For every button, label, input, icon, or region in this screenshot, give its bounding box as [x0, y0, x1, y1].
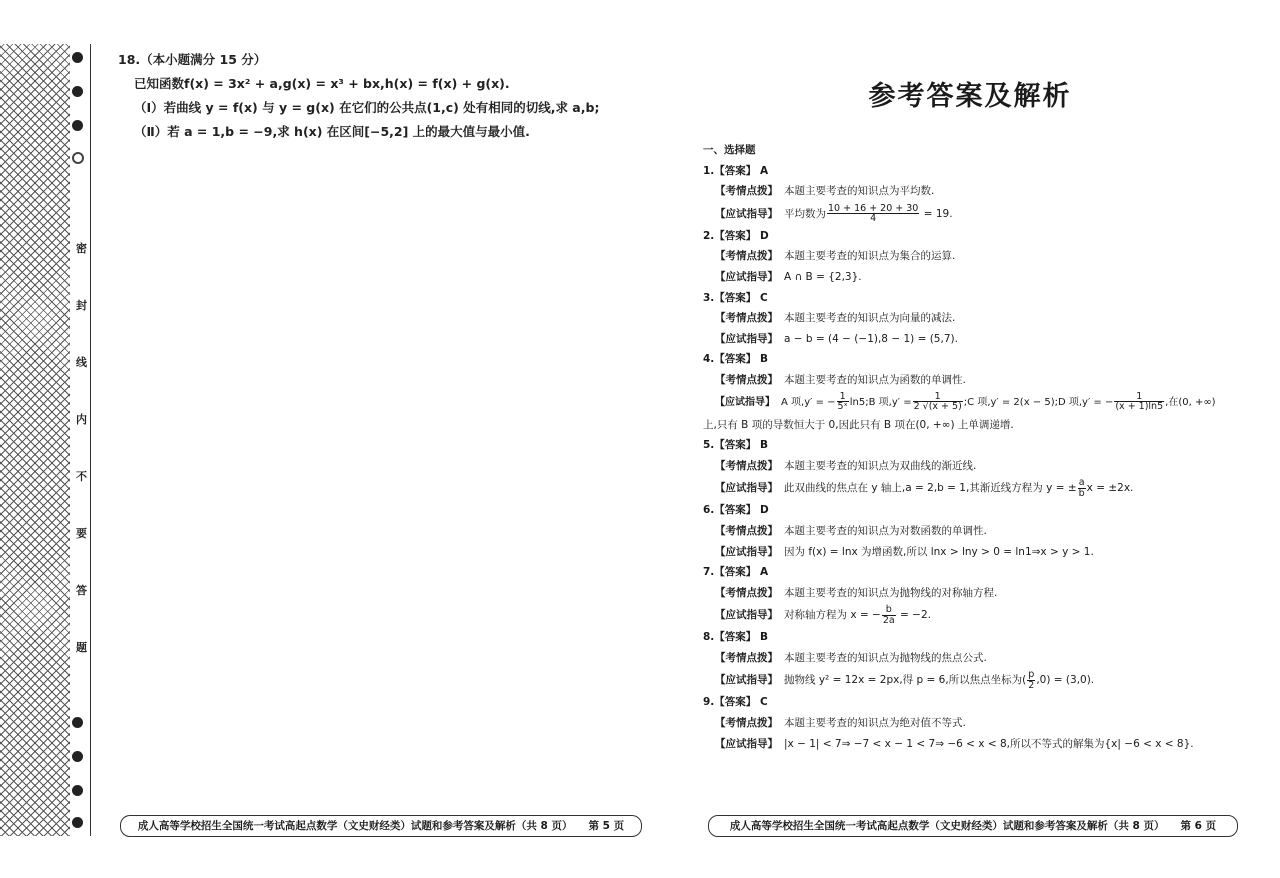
page-footer-left [120, 815, 642, 837]
fraction-numerator: p [1028, 669, 1035, 681]
fraction-denominator: 2a [882, 614, 895, 626]
point-tag: 【考情点拨】 [715, 524, 778, 537]
guide-continuation: 上,只有 B 项的导数恒大于 0,因此只有 B 项在(0, +∞) 上单调递增. [703, 418, 1014, 431]
fraction [913, 392, 963, 412]
fraction [1114, 392, 1164, 412]
guide-text: |x − 1| < 7⇒ −7 < x − 1 < 7⇒ −6 < x < 8,所以不等式的解集为{x| −6 < x < 8}. [784, 737, 1194, 750]
seal-char: 题 [76, 641, 87, 654]
binding-edge-line [90, 44, 91, 836]
fraction-denominator: (x + 1)ln5 [1115, 401, 1164, 413]
guide-tag: 【应试指导】 [715, 270, 778, 283]
answer-line: 6.【答案】 D [703, 504, 769, 517]
binding-hole [72, 86, 83, 97]
guide-tag: 【应试指导】 [715, 332, 778, 345]
page-title: 参考答案及解析 [868, 81, 1072, 112]
point-line [703, 583, 1248, 604]
page-footer-right [708, 815, 1238, 837]
problem-line: （Ⅰ）若曲线 y = f(x) 与 y = g(x) 在它们的公共点(1,c) 处有相同的切线,求 a,b; [134, 100, 600, 115]
fraction [882, 605, 896, 625]
point-text: 本题主要考查的知识点为平均数. [784, 185, 935, 198]
binding-hole [72, 817, 83, 828]
point-line [703, 648, 1248, 669]
fraction-denominator: b [1078, 487, 1085, 499]
answer-section [703, 140, 1248, 754]
guide-tag: 【应试指导】 [715, 609, 778, 622]
fraction-numerator: 10 + 16 + 20 + 30 [828, 202, 919, 214]
footer-text: 成人高等学校招生全国统一考试高起点数学（文史财经类）试题和参考答案及解析（共 8 页） [729, 820, 1165, 832]
fraction-denominator: 5ˣ [837, 401, 848, 413]
guide-text: 对称轴方程为 x = − [784, 609, 881, 622]
guide-text: ln5;B 项,y′ = [849, 396, 912, 408]
answer-line: 7.【答案】 A [703, 566, 769, 579]
binding-hatch-strip [0, 44, 70, 836]
page-number: 第 6 页 [1180, 820, 1217, 832]
guide-text: a − b = (4 − (−1),8 − 1) = (5,7). [784, 332, 958, 345]
problem-header: 18.（本小题满分 15 分） [118, 52, 267, 67]
binding-hole [72, 152, 84, 164]
guide-line [703, 202, 1248, 226]
fraction [1078, 478, 1086, 498]
binding-hole [72, 751, 83, 762]
fraction-denominator: 2 [1028, 679, 1035, 691]
fraction-denominator: 2 √(x + 5) [913, 401, 962, 413]
guide-line [703, 603, 1248, 627]
guide-text: ,在(0, +∞) [1165, 396, 1216, 408]
guide-line [703, 668, 1248, 692]
seal-char: 答 [76, 584, 87, 597]
point-line [703, 308, 1248, 329]
answer-line: 4.【答案】 B [703, 353, 768, 366]
point-text: 本题主要考查的知识点为集合的运算. [784, 250, 956, 263]
fraction [837, 392, 849, 412]
guide-tag: 【应试指导】 [715, 737, 778, 750]
point-tag: 【考情点拨】 [715, 459, 778, 472]
guide-line [703, 734, 1248, 755]
guide-text: 平均数为 [784, 207, 826, 220]
page-number: 第 5 页 [588, 820, 625, 832]
answer-line: 5.【答案】 B [703, 439, 768, 452]
problem-line: 已知函数f(x) = 3x² + a,g(x) = x³ + bx,h(x) = f(x) + g(x). [134, 76, 510, 91]
point-line [703, 456, 1248, 477]
seal-char: 内 [76, 413, 87, 426]
fraction [1027, 670, 1035, 690]
answer-line: 9.【答案】 C [703, 696, 768, 709]
point-text: 本题主要考查的知识点为绝对值不等式. [784, 717, 966, 730]
point-text: 本题主要考查的知识点为抛物线的焦点公式. [784, 651, 987, 664]
guide-text: 此双曲线的焦点在 y 轴上,a = 2,b = 1,其渐近线方程为 y = ± [784, 482, 1077, 495]
point-tag: 【考情点拨】 [715, 250, 778, 263]
fraction-numerator: b [882, 605, 896, 616]
footer-text: 成人高等学校招生全国统一考试高起点数学（文史财经类）试题和参考答案及解析（共 8 页） [137, 820, 573, 832]
point-tag: 【考情点拨】 [715, 651, 778, 664]
point-text: 本题主要考查的知识点为抛物线的对称轴方程. [784, 586, 998, 599]
guide-text: 抛物线 y² = 12x = 2px,得 p = 6,所以焦点坐标为( [784, 674, 1027, 687]
guide-text: 因为 f(x) = lnx 为增函数,所以 lnx > lny > 0 = ln1⇒x > y > 1. [784, 545, 1094, 558]
guide-text: = −2. [900, 609, 931, 622]
guide-line [703, 267, 1248, 288]
binding-hole [72, 120, 83, 131]
answer-line: 8.【答案】 B [703, 631, 768, 644]
seal-char: 线 [76, 356, 87, 369]
guide-text: ,0) = (3,0). [1036, 674, 1095, 687]
point-line [703, 246, 1248, 267]
guide-line [703, 329, 1248, 350]
fraction-numerator: a [1078, 477, 1085, 489]
answer-line: 2.【答案】 D [703, 229, 769, 242]
fraction-numerator: 1 [1114, 392, 1164, 403]
guide-tag: 【应试指导】 [715, 207, 778, 220]
fraction-numerator: 1 [837, 392, 849, 403]
guide-line [703, 391, 1248, 415]
point-tag: 【考情点拨】 [715, 373, 778, 386]
guide-text: A ∩ B = {2,3}. [784, 270, 862, 283]
guide-tag: 【应试指导】 [715, 674, 778, 687]
answer-line: 3.【答案】 C [703, 291, 768, 304]
seal-char: 要 [76, 527, 87, 540]
section-heading: 一、选择题 [703, 144, 756, 156]
point-tag: 【考情点拨】 [715, 586, 778, 599]
guide-line [703, 476, 1248, 500]
point-line [703, 521, 1248, 542]
point-text: 本题主要考查的知识点为对数函数的单调性. [784, 524, 987, 537]
point-tag: 【考情点拨】 [715, 717, 778, 730]
guide-text: A 项,y′ = − [781, 396, 836, 408]
point-text: 本题主要考查的知识点为函数的单调性. [784, 373, 966, 386]
seal-char: 封 [76, 299, 87, 312]
guide-line [703, 542, 1248, 563]
fraction-numerator: 1 [913, 392, 963, 403]
fraction [827, 204, 919, 224]
point-text: 本题主要考查的知识点为双曲线的渐近线. [784, 459, 977, 472]
binding-hole [72, 717, 83, 728]
guide-text: x = ±2x. [1086, 482, 1134, 495]
answer-line: 1.【答案】 A [703, 164, 769, 177]
seal-char: 密 [76, 242, 87, 255]
point-line [703, 181, 1248, 202]
guide-text: ;C 项,y′ = 2(x − 5);D 项,y′ = − [963, 396, 1114, 408]
seal-char: 不 [76, 470, 87, 483]
guide-tag: 【应试指导】 [715, 482, 778, 495]
point-line [703, 370, 1248, 391]
guide-tag: 【应试指导】 [715, 396, 775, 408]
guide-text: = 19. [923, 207, 953, 220]
problem-18 [118, 48, 599, 144]
point-tag: 【考情点拨】 [715, 312, 778, 325]
point-tag: 【考情点拨】 [715, 185, 778, 198]
fraction-denominator: 4 [870, 213, 877, 225]
binding-hole [72, 785, 83, 796]
problem-line: （Ⅱ）若 a = 1,b = −9,求 h(x) 在区间[−5,2] 上的最大值与最小值. [134, 124, 530, 139]
guide-tag: 【应试指导】 [715, 545, 778, 558]
binding-hole [72, 52, 83, 63]
point-line [703, 713, 1248, 734]
point-text: 本题主要考查的知识点为向量的减法. [784, 312, 956, 325]
